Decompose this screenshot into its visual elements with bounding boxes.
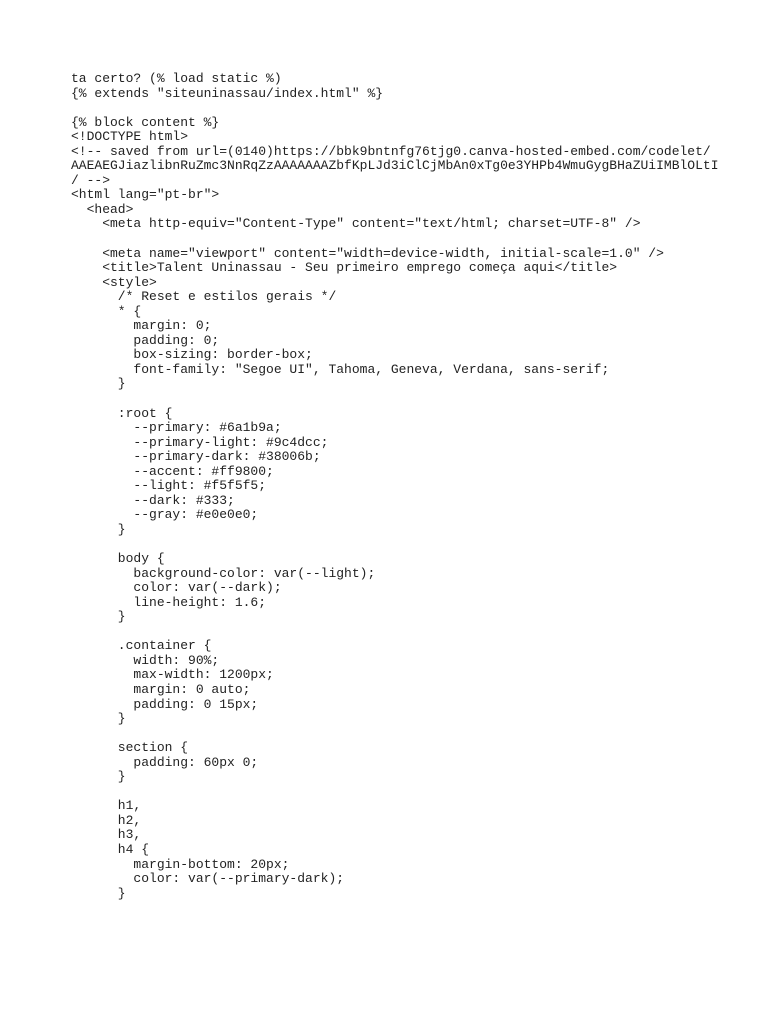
code-line: * { — [71, 303, 142, 319]
code-line: <html lang="pt-br"> — [71, 187, 220, 203]
code-line: box-sizing: border-box; — [71, 347, 313, 363]
code-line: --primary: #6a1b9a; — [71, 420, 282, 436]
code-line — [71, 101, 761, 116]
code-line: } — [71, 376, 126, 392]
code-line: ta certo? (% load static %) — [71, 71, 282, 86]
code-line: } — [71, 885, 126, 901]
code-line: background-color: var(--light); — [71, 565, 376, 581]
code-line: margin: 0 auto; — [71, 681, 251, 697]
code-line: margin: 0; — [71, 318, 212, 334]
code-line — [71, 538, 761, 553]
code-line: --accent: #ff9800; — [71, 463, 274, 479]
code-line — [71, 232, 761, 247]
code-line: <head> — [71, 201, 134, 217]
code-line: h2, — [71, 812, 142, 828]
code-line: <meta http-equiv="Content-Type" content="text/html; charset=UTF-8" /> — [71, 216, 641, 232]
code-line: AAEAEGJiazlibnRuZmc3NnRqZzAAAAAAAZbfKpLJd3iClCjMbAn0xTg0e3YHPb4WmuGygBHaZUiIMBlOLtI — [71, 158, 719, 174]
code-line: :root { — [71, 405, 173, 421]
code-line: } — [71, 609, 126, 625]
code-line — [71, 901, 761, 916]
code-line — [71, 625, 761, 640]
code-line: margin-bottom: 20px; — [71, 856, 290, 872]
code-line: .container { — [71, 638, 212, 654]
code-line: <title>Talent Uninassau - Seu primeiro emprego começa aqui</title> — [71, 260, 618, 276]
code-line: body { — [71, 551, 165, 567]
code-line: {% block content %} — [71, 114, 220, 130]
code-line: --dark: #333; — [71, 492, 235, 508]
code-line: <meta name="viewport" content="width=device-width, initial-scale=1.0" /> — [71, 245, 664, 261]
code-line: <!-- saved from url=(0140)https://bbk9bntnfg76tjg0.canva-hosted-embed.com/codelet/ — [71, 143, 711, 159]
code-line: max-width: 1200px; — [71, 667, 274, 683]
code-line: --primary-light: #9c4dcc; — [71, 434, 329, 450]
code-listing — [71, 72, 761, 916]
code-line: section { — [71, 740, 189, 756]
code-line: h1, — [71, 798, 142, 814]
code-line: <!DOCTYPE html> — [71, 129, 189, 145]
code-line: <style> — [71, 274, 157, 290]
code-line: / --> — [71, 172, 111, 188]
code-line — [71, 727, 761, 742]
code-line: color: var(--dark); — [71, 580, 282, 596]
code-line: padding: 0; — [71, 332, 220, 348]
code-line: --light: #f5f5f5; — [71, 478, 267, 494]
code-line: } — [71, 521, 126, 537]
code-line — [71, 392, 761, 407]
code-line: --gray: #e0e0e0; — [71, 507, 259, 523]
code-line: color: var(--primary-dark); — [71, 871, 345, 887]
code-line: width: 90%; — [71, 652, 220, 668]
code-line: h4 { — [71, 841, 150, 857]
code-line: line-height: 1.6; — [71, 594, 267, 610]
code-line: padding: 60px 0; — [71, 754, 259, 770]
code-line: /* Reset e estilos gerais */ — [71, 289, 337, 305]
code-line: h3, — [71, 827, 142, 843]
code-line: {% extends "siteuninassau/index.html" %} — [71, 85, 384, 101]
code-line: } — [71, 711, 126, 727]
code-line — [71, 785, 761, 800]
code-line: padding: 0 15px; — [71, 696, 259, 712]
code-line: --primary-dark: #38006b; — [71, 449, 321, 465]
code-line: font-family: "Segoe UI", Tahoma, Geneva, Verdana, sans-serif; — [71, 361, 610, 377]
code-line: } — [71, 769, 126, 785]
